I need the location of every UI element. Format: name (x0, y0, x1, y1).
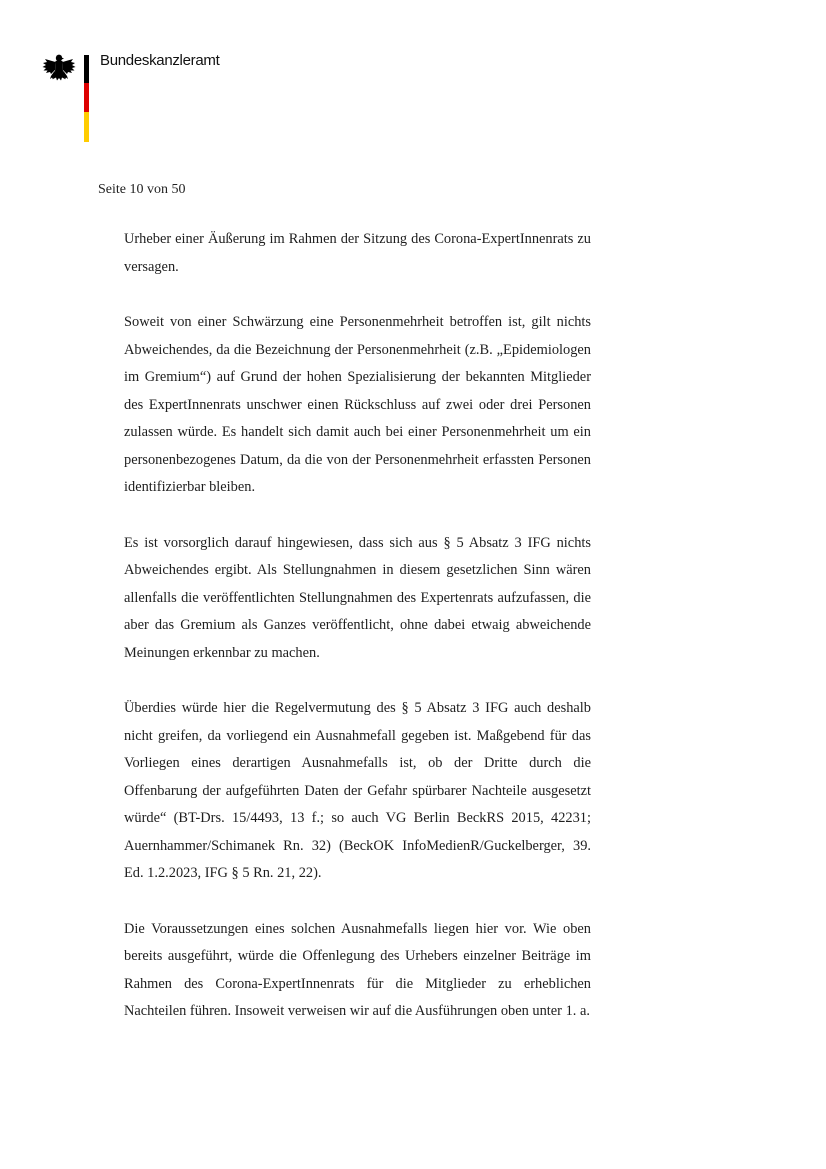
paragraph: Urheber einer Äußerung im Rahmen der Sitzung des Corona-ExpertInnenrats zu versagen. (124, 231, 591, 275)
federal-eagle-icon (41, 52, 77, 88)
flag-stripe-red (84, 83, 89, 112)
paragraph: Die Voraussetzungen eines solchen Ausnahmefalls liegen hier vor. Wie oben bereits ausgeführt, würde die Offenlegung des Urhebers einzelner Beiträge im Rahmen des Corona-ExpertInnenrats für die Mitglieder zu erheblichen Nachteilen führen. Insoweit verweisen wir auf die Ausführungen oben unter 1. a. (124, 920, 591, 1019)
paragraph: Es ist vorsorglich darauf hingewiesen, dass sich aus § 5 Absatz 3 IFG nichts Abweichendes ergibt. Als Stellungnahmen in diesem gesetzlichen Sinn wären allenfalls die veröffentlichten Stellungnahmen des Expertenrats aufzufassen, die aber das Gremium als Ganzes veröffentlicht, ohne dabei etwaig abweichende Meinungen erkennbar zu machen. (124, 534, 591, 661)
body-text (124, 226, 591, 1054)
page-number: Seite 10 von 50 (98, 182, 186, 197)
paragraph: Soweit von einer Schwärzung eine Personenmehrheit betroffen ist, gilt nichts Abweichendes, da die Bezeichnung der Personenmehrheit (z.B. „Epidemiologen im Gremium“) auf Grund der hohen Spezialisierung der bekannten Mitglieder des ExpertInnenrats unschwer einen Rückschluss auf zwei oder drei Personen zulassen würde. Es handelt sich damit auch bei einer Personenmehrheit um ein personenbezogenes Datum, da die von der Personenmehrheit erfassten Personen identifizierbar bleiben. (124, 314, 591, 495)
organization-name: Bundeskanzleramt (100, 52, 220, 69)
flag-stripe-black (84, 55, 89, 83)
paragraph: Überdies würde hier die Regelvermutung des § 5 Absatz 3 IFG auch deshalb nicht greifen, da vorliegend ein Ausnahmefall gegeben ist. Maßgebend für das Vorliegen eines derartigen Ausnahmefalls ist, ob der Dritte durch die Offenbarung der aufgeführten Daten der Gefahr spürbarer Nachteile ausgesetzt würde“ (BT-Drs. 15/4493, 13 f.; so auch VG Berlin BeckRS 2015, 42231; Auernhammer/Schimanek Rn. 32) (BeckOK InfoMedienR/Guckelberger, 39. Ed. 1.2.2023, IFG § 5 Rn. 21, 22). (124, 700, 591, 881)
national-colors-bar (84, 55, 89, 142)
flag-stripe-gold (84, 112, 89, 142)
